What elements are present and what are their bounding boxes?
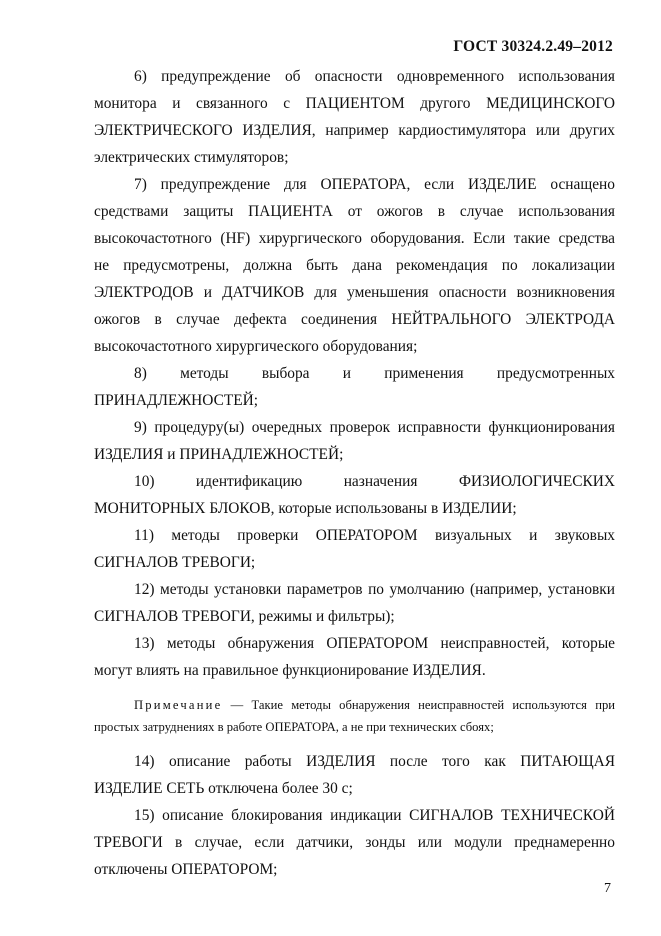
standard-header: ГОСТ 30324.2.49–2012 (453, 38, 613, 55)
paragraph-line: МОНИТОРНЫХ БЛОКОВ, которые использованы в ИЗДЕЛИИ; (94, 500, 517, 517)
paragraph-line: 7) предупреждение для ОПЕРАТОРА, если ИЗДЕЛИЕ оснащено (134, 176, 615, 193)
paragraph-line: 11) методы проверки ОПЕРАТОРОМ визуальных и звуковых (134, 527, 615, 544)
paragraph-line: 9) процедуру(ы) очередных проверок исправности функционирования (134, 419, 615, 436)
paragraph-line: ожогов в случае дефекта соединения НЕЙТРАЛЬНОГО ЭЛЕКТРОДА (94, 311, 615, 328)
paragraph-line: 8) методы выбора и применения предусмотренных (134, 365, 615, 382)
paragraph-line: 15) описание блокирования индикации СИГНАЛОВ ТЕХНИЧЕСКОЙ (134, 807, 615, 824)
paragraph-line: 13) методы обнаружения ОПЕРАТОРОМ неисправностей, которые (134, 635, 615, 652)
paragraph-line: электрических стимуляторов; (94, 149, 289, 166)
note-text-line-2: простых затруднениях в работе ОПЕРАТОРА, а не при технических сбоях; (94, 720, 494, 734)
paragraph-line: СИГНАЛОВ ТРЕВОГИ; (94, 554, 256, 571)
paragraph-line: не предусмотрены, должна быть дана рекомендация по локализации (94, 257, 615, 274)
list-item-paragraph (94, 522, 615, 576)
paragraph-line: могут влиять на правильное функционирование ИЗДЕЛИЯ. (94, 662, 486, 679)
list-item-paragraph (94, 414, 615, 468)
note (94, 694, 615, 738)
paragraph-line: 12) методы установки параметров по умолчанию (например, установки (134, 581, 615, 598)
list-item-paragraph (94, 630, 615, 684)
list-item-paragraph (94, 468, 615, 522)
paragraph-line: 10) идентификацию назначения ФИЗИОЛОГИЧЕСКИХ (134, 473, 615, 490)
paragraph-line: 6) предупреждение об опасности одновременного использования (134, 68, 615, 85)
paragraph-line: ПРИНАДЛЕЖНОСТЕЙ; (94, 392, 259, 409)
list-item-paragraph (94, 576, 615, 630)
list-item-paragraph (94, 171, 615, 360)
list-item-paragraph (94, 748, 615, 802)
paragraph-line: монитора и связанного с ПАЦИЕНТОМ другого МЕДИЦИНСКОГО (94, 95, 615, 112)
paragraph-line: средствами защиты ПАЦИЕНТА от ожогов в случае использования (94, 203, 615, 220)
paragraph-line: ЭЛЕКТРОДОВ и ДАТЧИКОВ для уменьшения опасности возникновения (94, 284, 615, 301)
note-text-line-1: — Такие методы обнаружения неисправностей используются при (222, 698, 615, 712)
list-item-paragraph (94, 802, 615, 883)
list-item-paragraph (94, 63, 615, 171)
paragraph-line: высокочастотного (HF) хирургического оборудования. Если такие средства (94, 230, 615, 247)
paragraph-line: высокочастотного хирургического оборудования; (94, 338, 418, 355)
paragraph-line: ИЗДЕЛИЯ и ПРИНАДЛЕЖНОСТЕЙ; (94, 446, 344, 463)
document-body (94, 63, 615, 883)
paragraph-line: ЭЛЕКТРИЧЕСКОГО ИЗДЕЛИЯ, например кардиостимулятора или других (94, 122, 615, 139)
paragraph-line: СИГНАЛОВ ТРЕВОГИ, режимы и фильтры); (94, 608, 395, 625)
note-label: Примечание (134, 698, 223, 712)
paragraph-line: 14) описание работы ИЗДЕЛИЯ после того как ПИТАЮЩАЯ (134, 753, 615, 770)
page-number: 7 (604, 881, 611, 896)
paragraph-line: ИЗДЕЛИЕ СЕТЬ отключена более 30 с; (94, 780, 353, 797)
list-item-paragraph (94, 360, 615, 414)
paragraph-line: ТРЕВОГИ в случае, если датчики, зонды или модули преднамеренно (94, 834, 615, 851)
paragraph-line: отключены ОПЕРАТОРОМ; (94, 861, 278, 878)
